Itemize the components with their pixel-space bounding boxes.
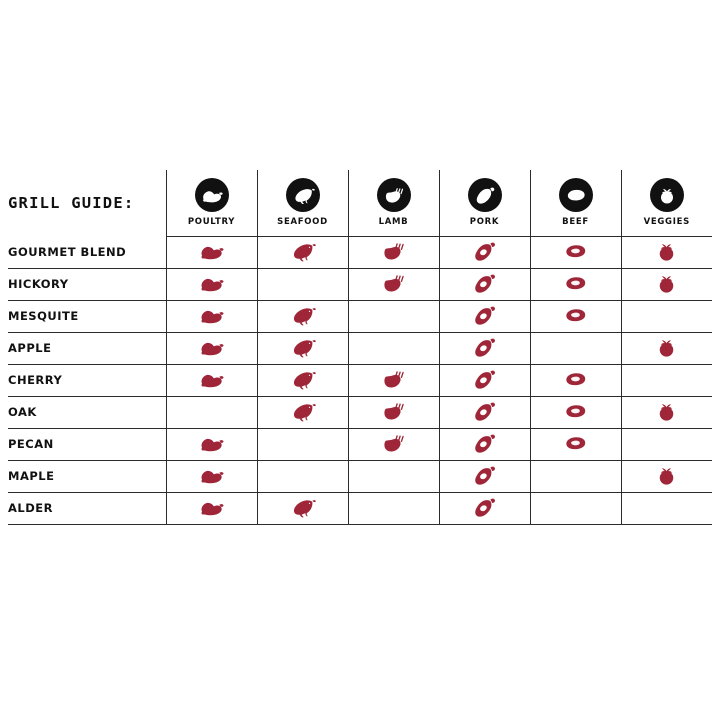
shrimp-icon (258, 333, 348, 363)
empty-cell (393, 461, 394, 491)
cell-oak-lamb (348, 396, 439, 428)
cell-alder-seafood (257, 492, 348, 524)
empty-cell (302, 269, 303, 299)
poultry-icon (167, 429, 257, 459)
column-header-label: POULTRY (187, 217, 236, 228)
cell-mesquite-veggies (621, 300, 712, 332)
empty-cell (575, 493, 576, 523)
row-label-gourmet-blend: GOURMET BLEND (8, 236, 166, 268)
cell-pecan-poultry (166, 428, 257, 460)
beef-steak-icon (531, 301, 621, 331)
cell-maple-poultry (166, 460, 257, 492)
pork-ham-icon (440, 365, 530, 395)
poultry-icon (167, 365, 257, 395)
cell-hickory-seafood (257, 268, 348, 300)
cell-alder-lamb (348, 492, 439, 524)
cell-maple-pork (439, 460, 530, 492)
cell-mesquite-seafood (257, 300, 348, 332)
beef-steak-icon (531, 269, 621, 299)
shrimp-icon (258, 365, 348, 395)
lamb-chop-icon (349, 269, 439, 299)
column-header-beef (530, 170, 621, 236)
column-header-label: SEAFOOD (277, 217, 328, 228)
pork-ham-icon (440, 333, 530, 363)
cell-pecan-seafood (257, 428, 348, 460)
empty-cell (393, 333, 394, 363)
shrimp-icon (258, 301, 348, 331)
table-row (8, 236, 712, 268)
empty-cell (575, 461, 576, 491)
cell-apple-poultry (166, 332, 257, 364)
cell-cherry-pork (439, 364, 530, 396)
cell-maple-lamb (348, 460, 439, 492)
column-header-lamb (348, 170, 439, 236)
cell-pecan-lamb (348, 428, 439, 460)
cell-alder-veggies (621, 492, 712, 524)
cell-pecan-veggies (621, 428, 712, 460)
shrimp-icon (258, 493, 348, 523)
empty-cell (666, 493, 667, 523)
cell-oak-pork (439, 396, 530, 428)
row-label-hickory: HICKORY (8, 268, 166, 300)
cell-mesquite-beef (530, 300, 621, 332)
cell-oak-beef (530, 396, 621, 428)
poultry-icon (167, 237, 257, 267)
cell-apple-lamb (348, 332, 439, 364)
cell-oak-seafood (257, 396, 348, 428)
cell-apple-beef (530, 332, 621, 364)
column-header-label: LAMB (378, 217, 409, 228)
lamb-chop-icon (349, 397, 439, 427)
column-header-label: VEGGIES (643, 217, 690, 228)
cell-oak-veggies (621, 396, 712, 428)
empty-cell (302, 461, 303, 491)
beef-steak-icon (531, 397, 621, 427)
tomato-icon (622, 237, 713, 267)
shrimp-icon (286, 178, 320, 212)
table-row (8, 268, 712, 300)
lamb-chop-icon (349, 365, 439, 395)
empty-cell (302, 429, 303, 459)
table-row (8, 492, 712, 524)
row-label-maple: MAPLE (8, 460, 166, 492)
cell-gourmet-blend-beef (530, 236, 621, 268)
cell-gourmet-blend-lamb (348, 236, 439, 268)
cell-alder-pork (439, 492, 530, 524)
cell-cherry-seafood (257, 364, 348, 396)
cell-cherry-lamb (348, 364, 439, 396)
column-header-poultry (166, 170, 257, 236)
cell-mesquite-poultry (166, 300, 257, 332)
pork-ham-icon (440, 301, 530, 331)
shrimp-icon (258, 237, 348, 267)
cell-apple-seafood (257, 332, 348, 364)
row-label-oak: OAK (8, 396, 166, 428)
pork-ham-icon (440, 269, 530, 299)
row-label-mesquite: MESQUITE (8, 300, 166, 332)
poultry-icon (167, 461, 257, 491)
cell-oak-poultry (166, 396, 257, 428)
tomato-icon (622, 333, 713, 363)
row-label-alder: ALDER (8, 492, 166, 524)
cell-alder-beef (530, 492, 621, 524)
cell-alder-poultry (166, 492, 257, 524)
lamb-chop-icon (349, 429, 439, 459)
cell-gourmet-blend-veggies (621, 236, 712, 268)
cell-gourmet-blend-poultry (166, 236, 257, 268)
pork-ham-icon (440, 397, 530, 427)
empty-cell (666, 301, 667, 331)
column-header-label: BEEF (562, 217, 589, 228)
cell-cherry-beef (530, 364, 621, 396)
cell-mesquite-lamb (348, 300, 439, 332)
page-title: GRILL GUIDE: (8, 194, 135, 212)
beef-steak-icon (559, 178, 593, 212)
cell-gourmet-blend-pork (439, 236, 530, 268)
row-label-apple: APPLE (8, 332, 166, 364)
beef-steak-icon (531, 429, 621, 459)
poultry-icon (167, 269, 257, 299)
pork-ham-icon (468, 178, 502, 212)
pork-ham-icon (440, 461, 530, 491)
table-row (8, 332, 712, 364)
grill-guide-table (8, 170, 712, 525)
poultry-icon (167, 333, 257, 363)
shrimp-icon (258, 397, 348, 427)
table-row (8, 300, 712, 332)
lamb-chop-icon (349, 237, 439, 267)
empty-cell (393, 493, 394, 523)
empty-cell (575, 333, 576, 363)
grill-guide-panel (0, 170, 720, 525)
tomato-icon (650, 178, 684, 212)
pork-ham-icon (440, 429, 530, 459)
beef-steak-icon (531, 237, 621, 267)
column-header-veggies (621, 170, 712, 236)
empty-cell (211, 397, 212, 427)
poultry-icon (167, 493, 257, 523)
table-row (8, 428, 712, 460)
cell-cherry-poultry (166, 364, 257, 396)
row-label-cherry: CHERRY (8, 364, 166, 396)
table-row (8, 364, 712, 396)
cell-gourmet-blend-seafood (257, 236, 348, 268)
tomato-icon (622, 461, 713, 491)
table-row (8, 460, 712, 492)
pork-ham-icon (440, 237, 530, 267)
tomato-icon (622, 269, 713, 299)
cell-pecan-beef (530, 428, 621, 460)
empty-cell (666, 365, 667, 395)
cell-mesquite-pork (439, 300, 530, 332)
cell-maple-seafood (257, 460, 348, 492)
table-header-row (8, 170, 712, 236)
cell-pecan-pork (439, 428, 530, 460)
cell-apple-veggies (621, 332, 712, 364)
cell-maple-beef (530, 460, 621, 492)
poultry-icon (167, 301, 257, 331)
column-header-seafood (257, 170, 348, 236)
lamb-chop-icon (377, 178, 411, 212)
cell-cherry-veggies (621, 364, 712, 396)
cell-maple-veggies (621, 460, 712, 492)
tomato-icon (622, 397, 713, 427)
cell-hickory-pork (439, 268, 530, 300)
beef-steak-icon (531, 365, 621, 395)
column-header-label: PORK (469, 217, 500, 228)
cell-hickory-poultry (166, 268, 257, 300)
page-title-cell (8, 170, 166, 236)
cell-hickory-lamb (348, 268, 439, 300)
row-label-pecan: PECAN (8, 428, 166, 460)
pork-ham-icon (440, 493, 530, 523)
empty-cell (666, 429, 667, 459)
empty-cell (393, 301, 394, 331)
cell-hickory-veggies (621, 268, 712, 300)
table-row (8, 396, 712, 428)
cell-apple-pork (439, 332, 530, 364)
cell-hickory-beef (530, 268, 621, 300)
poultry-icon (195, 178, 229, 212)
column-header-pork (439, 170, 530, 236)
